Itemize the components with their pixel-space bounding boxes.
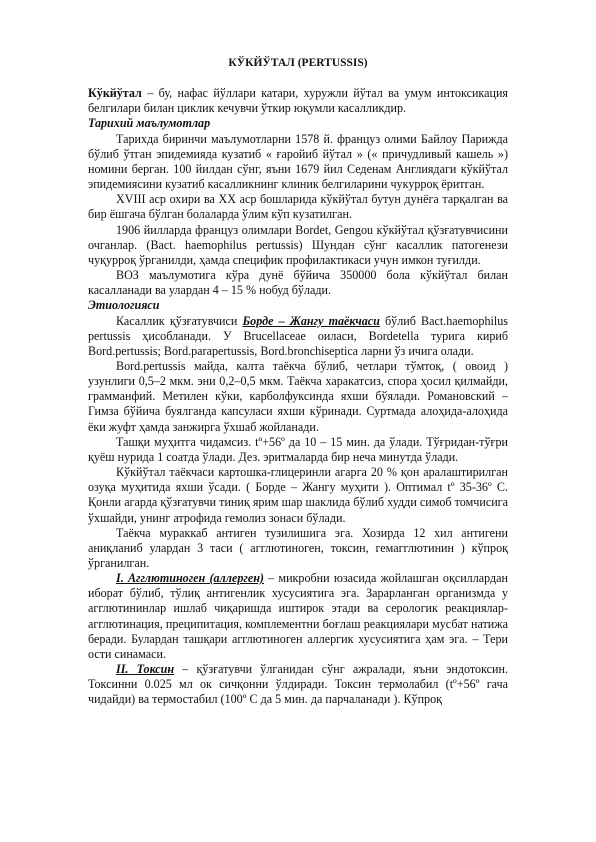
bordet-gengou-term: Борде – Жангу таёкчаси xyxy=(242,313,380,328)
history-paragraph-4: ВОЗ маълумотига кўра дунё бўйича 350000 бола кўкйўтал билан касалланади ва улардан 4 – 15 % нобуд бўлади. xyxy=(88,268,508,298)
toxin-paragraph xyxy=(88,662,508,707)
intro-paragraph xyxy=(88,86,508,116)
agglutinogen-paragraph xyxy=(88,571,508,662)
history-paragraph-3: 1906 йилларда француз олимлари Bordet, Gengou кўкйўтал қўзғатувчисини очганлар. (Bact. haemophilus pertussis) Шундан сўнг касаллик патогенези чуқурроқ ўрганилди, ҳамда специфик профилактикаси учун имкон туғилди. xyxy=(88,222,508,267)
toxin-text: – қўзғатувчи ўлганидан сўнг ажралади, яъни эндотоксин. Токсинни 0.025 мл ок сичқонни ўлдиради. Токсин термолабил (tº+56º гача чидайди) ва термостабил (100º С да 5 мин. да парчаланади ). Кўпроқ xyxy=(88,662,508,707)
history-heading: Тарихий маълумотлар xyxy=(88,116,211,131)
history-paragraph-1: Тарихда биринчи маълумотларни 1578 й. француз олими Байлоу Парижда бўлиб ўтган эпидемияда кузатиб « ғаройиб йўтал » (« причудливый кашель ») номини берган. 100 йилдан сўнг, яъни 1679 йил Седенам Англиядаги кўкйўтал эпидемиясини кузатиб касалликнинг клиник белгиларини чукурроқ ёритган. xyxy=(88,131,508,192)
etiology-p1-end: бўлиб Bact.haemophilus pertussis ҳисобланади. У Brucellaceae оиласи, Bordetella турига кириб Bord.pertussis; Bord.parapertussis, Bord.bronchiseptica ларни ўз ичига олади. xyxy=(88,313,509,358)
document-title: КЎКЙЎТАЛ (PERTUSSIS) xyxy=(228,57,368,69)
agglutinogen-label: I. Агглютиноген (аллерген) xyxy=(116,571,264,586)
document-page xyxy=(88,56,508,708)
etiology-paragraph-2: Bord.pertussis майда, калта таёкча бўлиб, четлари тўмтоқ, ( овоид ) узунлиги 0,5–2 мкм. эни 0,2–0,5 мкм. Таёкча харакатсиз, спора ҳосил қилмайди, грамманфий. Метилен кўки, карболфуксинда яхши бўялади. Романовский – Гимза бўйича буялганда капсуласи яхши кўринади. Суртмада алоҳида-алоҳида ёки жуфт ҳамда занжирга ўхшаб жойланади. xyxy=(88,358,508,434)
etiology-p1-start: Касаллик қўзғатувчиси xyxy=(116,313,243,328)
etiology-paragraph-5: Таёкча мураккаб антиген тузилишига эга. Хозирда 12 хил антигени аниқланиб улардан 3 таси ( агглютиноген, токсин, гемагглютинин ) кўпроқ ўрганилган. xyxy=(88,525,508,570)
toxin-label: II. Токсин xyxy=(116,662,175,677)
history-paragraph-2: XVIII аср охири ва XX аср бошларида кўкйўтал бутун дунёга тарқалган ва бир ёшгача бўлган болаларда ўлим кўп кузатилган. xyxy=(88,192,508,222)
agglutinogen-text: – микробни юзасида жойлашган оқсиллардан иборат бўлиб, тўлиқ антигенлик хусусиятига эга. Зарарланган организмда у агглютининлар ишлаб чиқаришда иштирок этади ва серологик реакциялар-агглютинация, преципитация, комплементни боғлаш реакциялари мусбат натижа беради. Булардан ташқари агглютиноген аллергик хусусиятига ҳам эга. – Тери ости синамаси. xyxy=(88,571,508,661)
intro-text: – бу, нафас йўллари катари, хуружли йўтал ва умум интоксикация белгилари билан циклик кечувчи ўткир юқумли касалликдир. xyxy=(88,86,508,116)
etiology-paragraph-3: Ташқи муҳитга чидамсиз. tº+56º да 10 – 15 мин. да ўлади. Тўғридан-тўғри қуёш нурида 1 соатда ўлади. Дез. эритмаларда бир неча минутда ўлади. xyxy=(88,434,508,464)
etiology-heading: Этиологияси xyxy=(88,298,160,313)
etiology-paragraph-4: Кўкйўтал таёкчаси картошка-глицеринли агарга 20 % қон аралаштирилган озуқа муҳитида яхши ўсади. ( Борде – Жангу муҳити ). Оптимал tº 35-36º С. Қонли агарда қўзғатувчи тиниқ ярим шар шаклида бўлиб худди симоб томчисига ўхшайди, унинг атрофида гемолиз зонаси бўлади. xyxy=(88,465,508,525)
etiology-paragraph-1 xyxy=(88,314,508,359)
intro-term: Кўкйўтал xyxy=(88,86,142,101)
